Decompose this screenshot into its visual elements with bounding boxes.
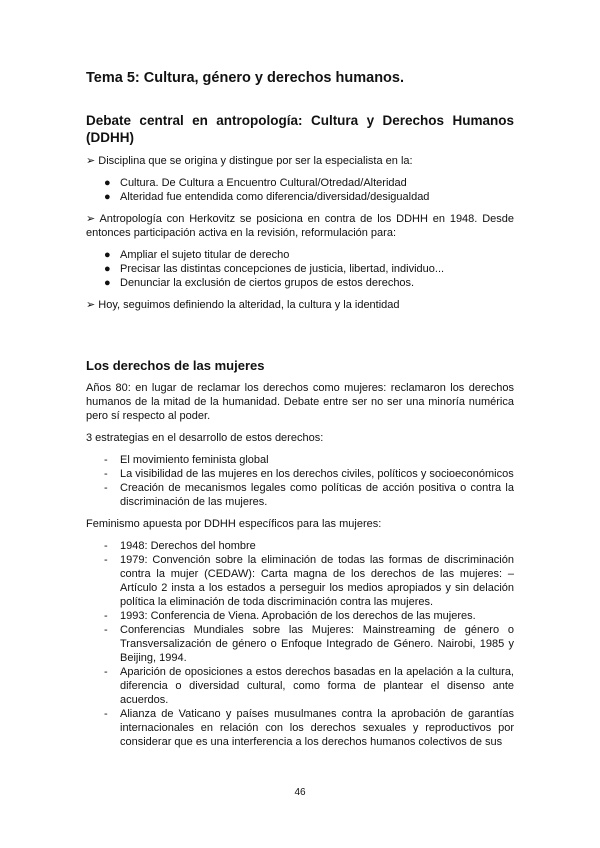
list-item: ● Cultura. De Cultura a Encuentro Cultural/Otredad/Alteridad bbox=[104, 177, 407, 189]
list-item: - Alianza de Vaticano y países musulmanes contra la aprobación de garantías internacionales en relación con los derechos sexuales y reproductivos por considerar que es una interferencia a los derechos humanos colectivos de sus bbox=[104, 708, 514, 748]
list-item: - Creación de mecanismos legales como políticas de acción positiva o contra la discriminación de las mujeres. bbox=[104, 482, 514, 508]
list-item: ● Denunciar la exclusión de ciertos grupos de estos derechos. bbox=[104, 277, 415, 289]
arrow-paragraph-hoy: ➢ Hoy, seguimos definiendo la alteridad, la cultura y la identidad bbox=[86, 299, 400, 311]
list-item: - Conferencias Mundiales sobre las Mujeres: Mainstreaming de género o Transversalización de género o Enfoque Integrado de Género. Nairobi, 1985 y Beijing, 1994. bbox=[104, 624, 514, 664]
dash-icon: - bbox=[104, 708, 108, 720]
list-item: ● Ampliar el sujeto titular de derecho bbox=[104, 249, 290, 261]
dash-icon: - bbox=[104, 666, 108, 678]
dash-icon: - bbox=[104, 554, 108, 566]
page-content bbox=[86, 70, 514, 757]
list-item: - 1993: Conferencia de Viena. Aprobación de los derechos de las mujeres. bbox=[104, 610, 476, 622]
list-item: - 1979: Convención sobre la eliminación de todas las formas de discriminación contra la mujer (CEDAW): Carta magna de los derechos de las mujeres: –Artículo 2 insta a los estados a perseguir los medios apropiados y sin delación política la eliminación de toda discriminación contra las mujeres. bbox=[104, 554, 514, 608]
bullet-icon: ● bbox=[104, 263, 111, 275]
bullet-icon: ● bbox=[104, 277, 111, 289]
paragraph-feminismo: Feminismo apuesta por DDHH específicos para las mujeres: bbox=[86, 518, 382, 530]
page-number: 46 bbox=[294, 787, 306, 798]
arrow-paragraph-disciplina: ➢ Disciplina que se origina y distingue por ser la especialista en la: bbox=[86, 155, 413, 167]
list-item: ● Precisar las distintas concepciones de justicia, libertad, individuo... bbox=[104, 263, 445, 275]
bullet-list-reformulacion bbox=[86, 248, 514, 290]
section-heading-mujeres: Los derechos de las mujeres bbox=[86, 358, 265, 373]
paragraph-estrategias: 3 estrategias en el desarrollo de estos derechos: bbox=[86, 432, 324, 444]
paragraph-anos-80: Años 80: en lugar de reclamar los derechos como mujeres: reclamaron los derechos humanos de la mitad de la humanidad. Debate entre ser no ser una minoría numérica pero sí respecto al poder. bbox=[86, 382, 514, 422]
list-item: - El movimiento feminista global bbox=[104, 454, 269, 466]
list-item: - 1948: Derechos del hombre bbox=[104, 540, 256, 552]
arrow-paragraph-herkovitz: ➢ Antropología con Herkovitz se posiciona en contra de los DDHH en 1948. Desde entonces participación activa en la revisión, reformulación para: bbox=[86, 213, 514, 239]
dash-list-estrategias bbox=[86, 453, 514, 509]
page-title: Tema 5: Cultura, género y derechos humanos. bbox=[86, 70, 405, 86]
dash-icon: - bbox=[104, 454, 108, 466]
bullet-list-cultura bbox=[86, 176, 514, 204]
bullet-icon: ● bbox=[104, 191, 111, 203]
dash-icon: - bbox=[104, 468, 108, 480]
section-heading-antropologia: Debate central en antropología: Cultura y Derechos Humanos (DDHH) bbox=[86, 113, 514, 145]
dash-icon: - bbox=[104, 624, 108, 636]
dash-list-ddhh-mujeres bbox=[86, 539, 514, 749]
list-item: - La visibilidad de las mujeres en los derechos civiles, políticos y socioeconómicos bbox=[104, 468, 514, 480]
dash-icon: - bbox=[104, 540, 108, 552]
bullet-icon: ● bbox=[104, 177, 111, 189]
bullet-icon: ● bbox=[104, 249, 111, 261]
dash-icon: - bbox=[104, 482, 108, 494]
list-item: ● Alteridad fue entendida como diferencia/diversidad/desigualdad bbox=[104, 191, 430, 203]
list-item: - Aparición de oposiciones a estos derechos basadas en la apelación a la cultura, diferencia o diversidad cultural, como forma de plantear el disenso ante acuerdos. bbox=[104, 666, 514, 706]
dash-icon: - bbox=[104, 610, 108, 622]
